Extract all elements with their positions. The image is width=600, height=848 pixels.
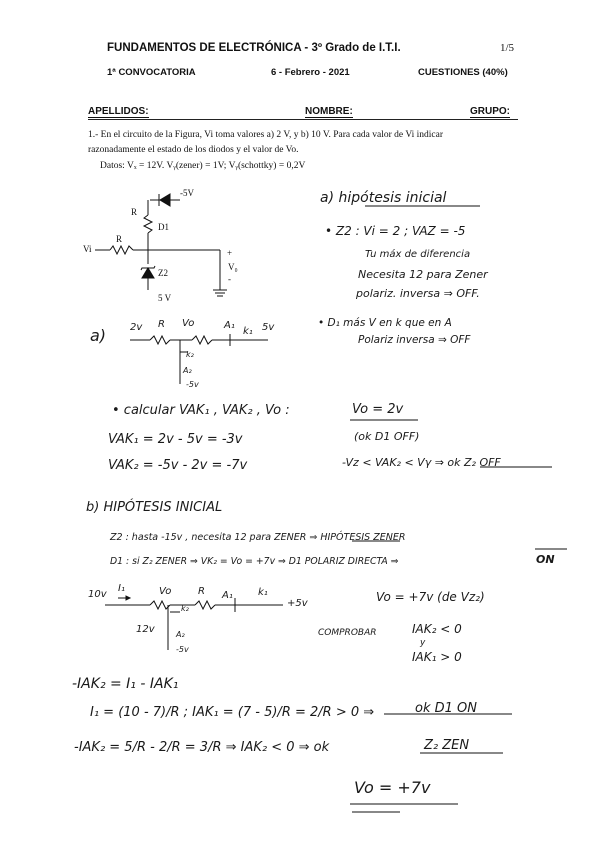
apellidos-field: APELLIDOS: [88,106,149,117]
b-comprobar: COMPROBAR [318,628,377,638]
question-datos: Datos: Vₓ = 12V. Vᵧ(zener) = 1V; Vᵧ(schottky) = 0,2V [100,161,306,171]
a-c-k2: k₂ [186,350,194,359]
b-z2-line: Z2 : hasta -15v , necesita 12 para ZENER ⇒ HIPÓTESIS ZENER [110,532,406,543]
circuit-label-r-mid: R [116,234,123,244]
grupo-field: GRUPO: [470,106,510,117]
circuit-label-vi: Vi [83,244,92,254]
cuestiones-label: CUESTIONES (40%) [418,67,508,78]
b-eq2-ok: ok D1 ON [415,701,477,716]
b-d1-line: D1 : si Z₂ ZENER ⇒ VK₂ = Vo = +7v ⇒ D1 POLARIZ DIRECTA ⇒ [110,556,399,567]
a-c-a1: A₁ [224,320,235,331]
circuit-label-m5v: -5V [180,188,194,198]
b-hypothesis-title: b) HIPÓTESIS INICIAL [86,500,223,515]
b-c-i1: I₁ [118,583,125,594]
a-c-2v: 2v [130,322,143,333]
question-line-1: 1.- En el circuito de la Figura, Vi toma valores a) 2 V, y b) 10 V. Para cada valor de Vi indicar [88,130,444,140]
a-d1-line1: • D₁ más V en k que en A [318,317,452,329]
circuit-label-r-top: R [131,207,138,217]
convocatoria: 1ª CONVOCATORIA [107,67,196,78]
b-eq2: I₁ = (10 - 7)/R ; IAK₁ = (7 - 5)/R = 2/R > 0 ⇒ [90,705,375,720]
b-iak1-cond: IAK₁ > 0 [412,650,462,664]
circuit-label-d1: D1 [158,222,169,232]
a-hyp-line4: polariz. inversa ⇒ OFF. [356,287,480,300]
a-vak1: VAK₁ = 2v - 5v = -3v [108,432,243,447]
b-c-r: R [198,586,205,597]
b-d1-on: ON [536,553,555,566]
a-c-a2: A₂ [183,366,192,375]
circuit-label-z2: Z2 [158,268,168,278]
a-label: a) [90,326,107,345]
circuit-label-vo: V₀ [228,262,238,272]
a-vo-result: Vo = 2v [352,402,404,417]
a-c-k1: k₁ [243,326,253,337]
b-c-k2: k₂ [181,604,189,613]
a-hyp-line2: Tu máx de diferencia [365,249,471,260]
b-eq3: -IAK₂ = 5/R - 2/R = 3/R ⇒ IAK₂ < 0 ⇒ ok [74,740,330,755]
exam-title: FUNDAMENTOS DE ELECTRÓNICA - 3º Grado de I.T.I. [107,42,401,54]
a-c-m5v: -5v [186,380,199,389]
question-line-2: razonadamente el estado de los diodos y el valor de Vo. [88,145,299,155]
b-y: y [420,638,426,648]
exam-date: 6 - Febrero - 2021 [271,67,350,78]
b-iak2-cond: IAK₂ < 0 [412,622,462,636]
a-c-vo: Vo [182,318,195,329]
b-c-12v: 12v [136,624,155,635]
b-c-10v: 10v [88,589,107,600]
circuit-label-5v: 5 V [158,293,172,303]
b-eq1: -IAK₂ = I₁ - IAK₁ [72,676,179,692]
a-vak2: VAK₂ = -5v - 2v = -7v [108,458,248,473]
b-vo-line: Vo = +7v (de Vz₂) [376,590,485,604]
a-c-5v: 5v [262,322,275,333]
a-c-r: R [158,319,165,330]
circuit-label-minus: - [228,274,231,284]
a-d1-line2: Polariz inversa ⇒ OFF [358,334,471,346]
b-c-m5v: -5v [176,645,189,654]
a-ok-z2: -Vz < VAK₂ < Vγ ⇒ ok Z₂ OFF [342,456,501,469]
a-hypothesis-title: a) hipótesis inicial [320,190,447,206]
nombre-field: NOMBRE: [305,106,353,117]
circuit-label-plus: + [227,248,233,258]
page-number: 1/5 [500,42,515,54]
a-ok-d1: (ok D1 OFF) [354,430,420,443]
b-c-k1: k₁ [258,587,268,598]
b-final-result: Vo = +7v [354,778,431,797]
b-eq3-ok: Z₂ ZEN [424,738,470,753]
a-hyp-line3: Necesita 12 para Zener [358,268,488,281]
a-hyp-z2: • Z2 : Vi = 2 ; VAZ = -5 [325,224,466,238]
b-c-vo: Vo [159,586,172,597]
b-c-a1: A₁ [222,590,233,601]
b-c-a2: A₂ [176,630,185,639]
b-c-5v: +5v [287,598,308,609]
a-calc-line: • calcular VAK₁ , VAK₂ , Vo : [112,403,290,418]
